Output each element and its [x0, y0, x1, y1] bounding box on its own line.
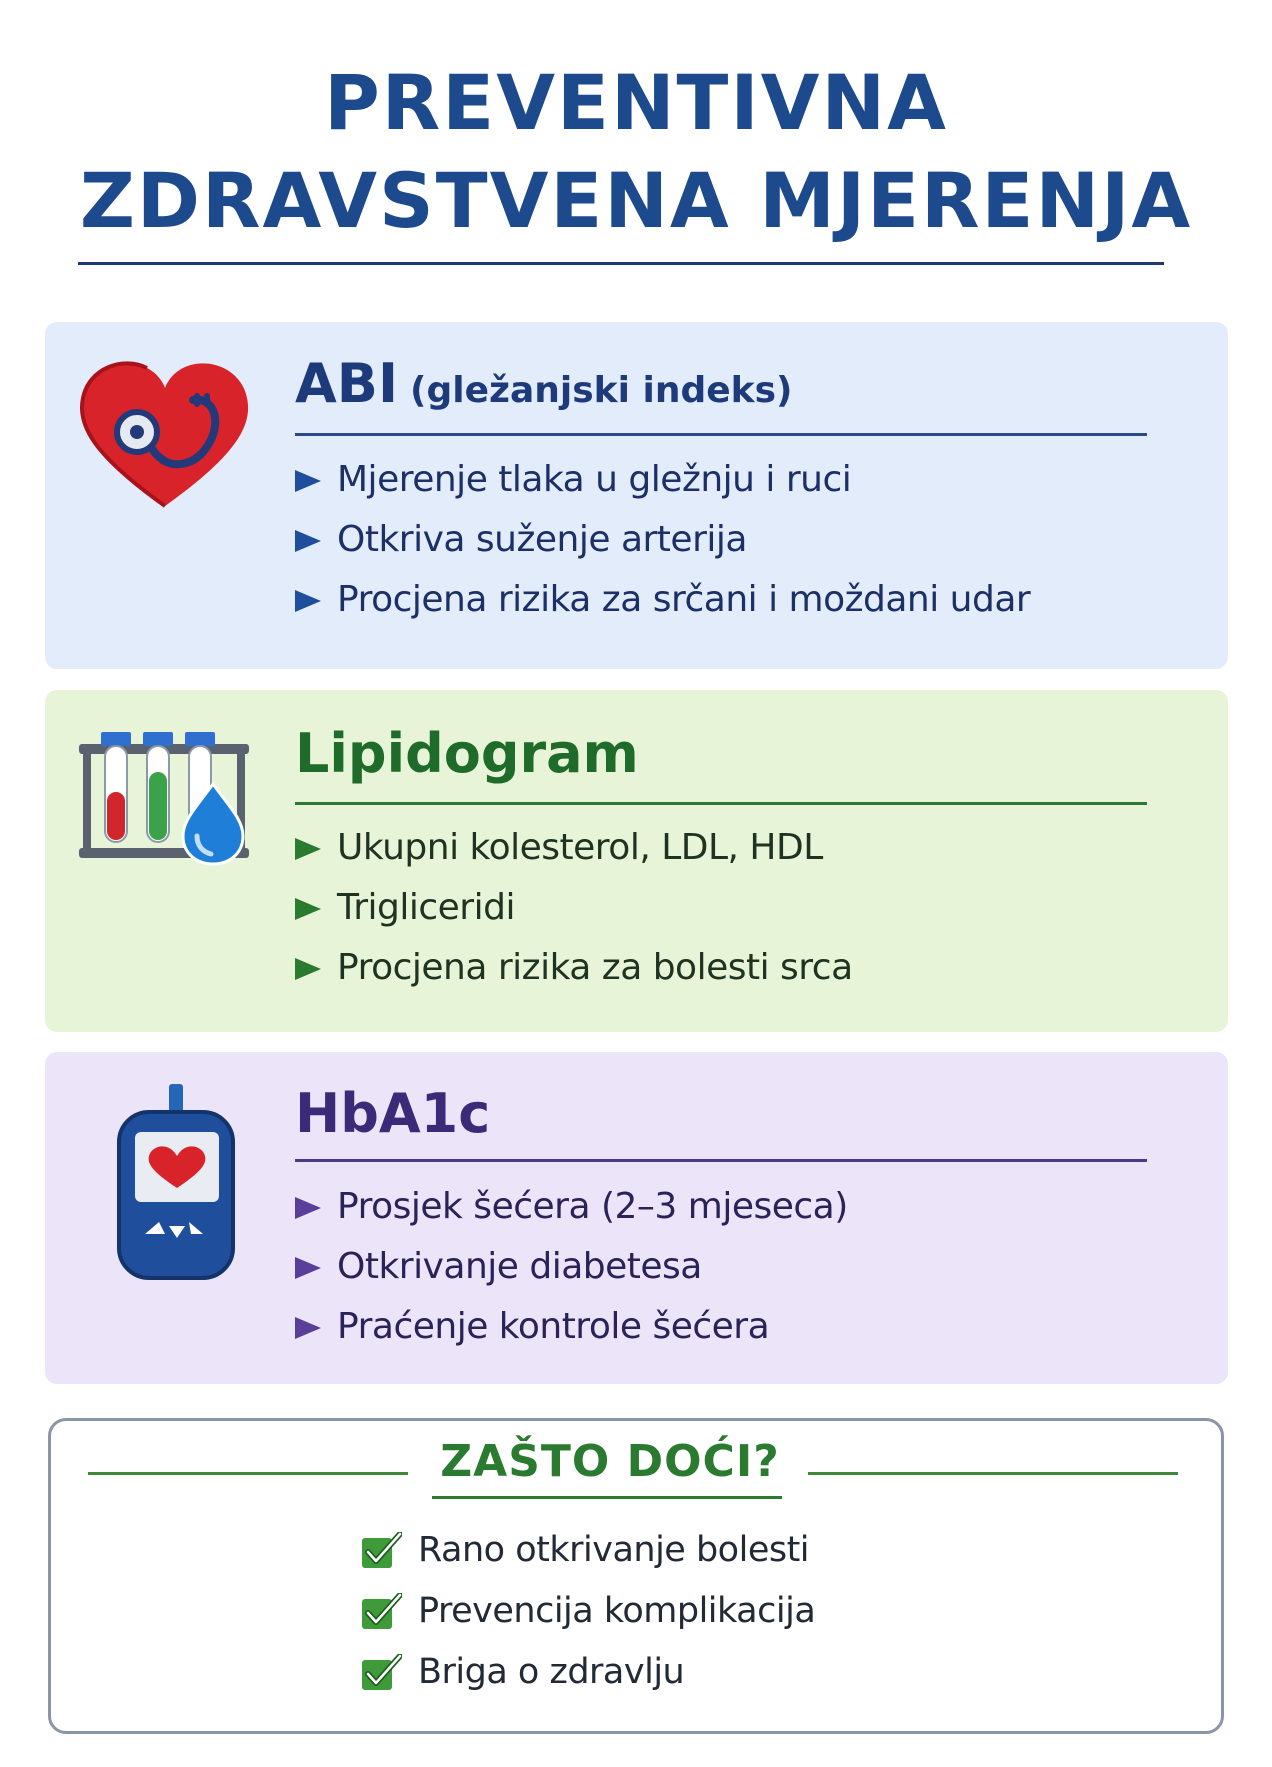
abi-title: ABI [295, 352, 399, 415]
list-item: Prevencija komplikacija [362, 1581, 815, 1642]
bullet-triangle-icon [295, 898, 321, 920]
title-divider [78, 262, 1164, 265]
why-title: ZAŠTO DOĆI? [440, 1436, 780, 1487]
list-item: Prosjek šećera (2–3 mjeseca) [295, 1177, 848, 1237]
abi-list [295, 450, 1030, 630]
list-item: Procjena rizika za bolesti srca [295, 938, 853, 998]
list-item: Otkrivanje diabetesa [295, 1237, 848, 1297]
bullet-triangle-icon [295, 530, 321, 552]
abi-divider [295, 433, 1147, 436]
hba1c-card [45, 1052, 1228, 1384]
list-item: Briga o zdravlju [362, 1642, 815, 1703]
lipidogram-list [295, 818, 853, 998]
hba1c-divider [295, 1159, 1147, 1162]
hba1c-title: HbA1c [295, 1082, 491, 1145]
why-left-rule [88, 1472, 408, 1475]
why-title-underline [432, 1496, 782, 1499]
list-item: Trigliceridi [295, 878, 853, 938]
abi-heading [295, 352, 792, 415]
abi-card [45, 322, 1228, 669]
lipidogram-title: Lipidogram [295, 722, 639, 785]
list-item: Ukupni kolesterol, LDL, HDL [295, 818, 853, 878]
list-item: Praćenje kontrole šećera [295, 1297, 848, 1357]
why-list [362, 1520, 815, 1703]
bullet-triangle-icon [295, 1257, 321, 1279]
hba1c-heading [295, 1082, 490, 1145]
list-item: Mjerenje tlaka u gležnju i ruci [295, 450, 1030, 510]
glucose-meter-icon [117, 1084, 237, 1284]
abi-subtitle: (gležanjski indeks) [410, 370, 793, 411]
list-item: Otkriva suženje arterija [295, 510, 1030, 570]
title-line-1: PREVENTIVNA [324, 58, 948, 147]
list-item: Rano otkrivanje bolesti [362, 1520, 815, 1581]
bullet-triangle-icon [295, 470, 321, 492]
why-right-rule [808, 1472, 1178, 1475]
bullet-triangle-icon [295, 958, 321, 980]
test-tubes-drop-icon [79, 732, 259, 872]
bullet-triangle-icon [295, 1197, 321, 1219]
lipidogram-divider [295, 802, 1147, 805]
title-line-2: ZDRAVSTVENA MJERENJA [79, 156, 1193, 245]
bullet-triangle-icon [295, 838, 321, 860]
lipidogram-heading [295, 722, 639, 785]
checkmark-icon [362, 1532, 402, 1570]
hba1c-list [295, 1177, 848, 1357]
bullet-triangle-icon [295, 1317, 321, 1339]
heart-stethoscope-icon [75, 356, 255, 516]
bullet-triangle-icon [295, 590, 321, 612]
checkmark-icon [362, 1654, 402, 1692]
page-title [0, 54, 1272, 250]
list-item: Procjena rizika za srčani i moždani udar [295, 570, 1030, 630]
checkmark-icon [362, 1593, 402, 1631]
lipidogram-card [45, 690, 1228, 1032]
